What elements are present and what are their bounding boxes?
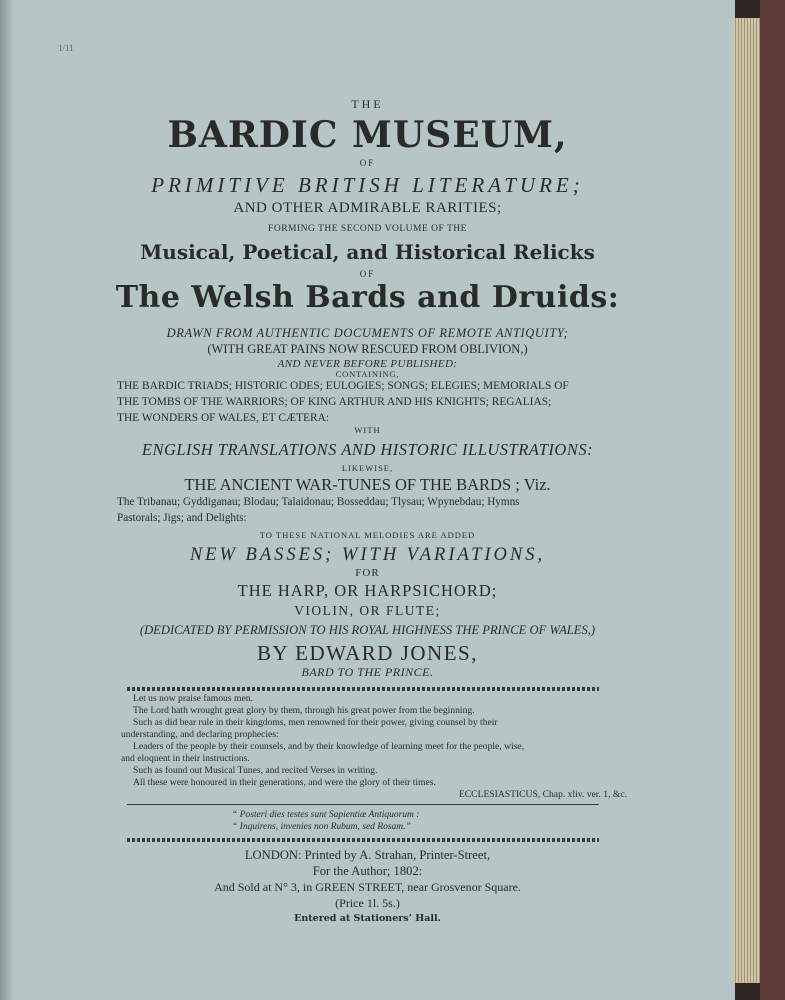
translations-line: ENGLISH TRANSLATIONS AND HISTORIC ILLUSTRATIONS: — [141, 440, 594, 459]
motto-line: “ Inquirens, invenies non Rubum, sed Rosam.” — [232, 822, 411, 832]
tunes-line: The Tribanau; Gyddiganau; Blodau; Talaidonau; Bosseddau; Tlysau; Wpynebdau; Hymns — [117, 496, 520, 508]
never-line: AND NEVER BEFORE PUBLISHED: — [277, 358, 458, 370]
primitive-line: PRIMITIVE BRITISH LITERATURE; — [151, 173, 584, 197]
epigraph-line: Such as did bear rule in their kingdoms, men renowned for their power, giving counsel by their — [133, 717, 498, 728]
containing-line: CONTAINING, — [335, 369, 400, 379]
with-line: WITH — [354, 425, 381, 435]
of-2: OF — [359, 269, 376, 279]
harp-line: THE HARP, OR HARPSICHORD; — [237, 581, 498, 600]
rescued-line: (WITH GREAT PAINS NOW RESCUED FROM OBLIVION,) — [207, 342, 528, 356]
title-the: THE — [351, 97, 384, 111]
epigraph-line: Leaders of the people by their counsels, and by their knowledge of learning meet for the people, wise, — [133, 741, 525, 752]
dedication-line: (DEDICATED BY PERMISSION TO HIS ROYAL HIGHNESS THE PRINCE OF WALES,) — [139, 623, 596, 637]
contents-line: THE BARDIC TRIADS; HISTORIC ODES; EULOGIES; SONGS; ELEGIES; MEMORIALS OF — [117, 380, 569, 392]
for-line: FOR — [355, 567, 380, 579]
book-cover — [760, 0, 785, 1000]
epigraph-line: understanding, and declaring prophecies: — [121, 729, 279, 740]
epigraph-source: ECCLESIASTICUS, Chap. xliv. ver. 1, &c. — [458, 789, 627, 800]
violin-line: VIOLIN, OR FLUTE; — [294, 603, 441, 618]
contents-line: THE TOMBS OF THE WARRIORS; OF KING ARTHUR AND HIS KNIGHTS; REGALIAS; — [117, 396, 552, 408]
motto-line: “ Posteri dies testes sunt Sapientiæ Antiquorum : — [232, 810, 420, 820]
imprint-line: LONDON: Printed by A. Strahan, Printer-Street, — [244, 848, 491, 862]
rule — [127, 804, 599, 805]
ornament-border — [127, 687, 599, 691]
forming-line: FORMING THE SECOND VOLUME OF THE — [268, 224, 467, 234]
epigraph-line: All these were honoured in their generations, and were the glory of their times. — [133, 777, 436, 788]
main-title: BARDIC MUSEUM, — [167, 114, 568, 156]
melodies-line: TO THESE NATIONAL MELODIES ARE ADDED — [259, 530, 476, 540]
imprint-line: And Sold at N° 3, in GREEN STREET, near Grosvenor Square. — [214, 880, 521, 894]
of-1: OF — [359, 158, 376, 168]
epigraph-line: Let us now praise famous men. — [133, 693, 253, 704]
drawn-line: DRAWN FROM AUTHENTIC DOCUMENTS OF REMOTE ANTIQUITY; — [166, 326, 569, 340]
ornament-border — [127, 838, 599, 842]
tunes-line: Pastorals; Jigs; and Delights: — [117, 512, 247, 524]
bard-line: BARD TO THE PRINCE. — [301, 665, 434, 679]
shelf-mark: 1/11 — [58, 43, 74, 53]
epigraph-line: Such as found out Musical Tunes, and recited Verses in writing. — [133, 765, 378, 776]
imprint-line: For the Author; 1802: — [312, 864, 423, 878]
rarities-line: AND OTHER ADMIRABLE RARITIES; — [233, 200, 502, 216]
war-tunes-line: THE ANCIENT WAR-TUNES OF THE BARDS ; Viz. — [184, 475, 551, 494]
musical-relicks: Musical, Poetical, and Historical Relicks — [140, 240, 595, 264]
price-line: (Price 1l. 5s.) — [335, 896, 400, 910]
likewise-line: LIKEWISE, — [341, 463, 394, 473]
epigraph-line: and eloquent in their instructions. — [121, 753, 250, 764]
epigraph-line: The Lord hath wrought great glory by them, through his great power from the beginning. — [133, 705, 475, 716]
basses-line: NEW BASSES; WITH VARIATIONS, — [189, 545, 546, 565]
entered-line: Entered at Stationers’ Hall. — [294, 913, 441, 924]
contents-line: THE WONDERS OF WALES, ET CÆTERA: — [117, 412, 329, 424]
author-line: BY EDWARD JONES, — [257, 641, 478, 665]
welsh-bards: The Welsh Bards and Druids: — [115, 280, 620, 315]
